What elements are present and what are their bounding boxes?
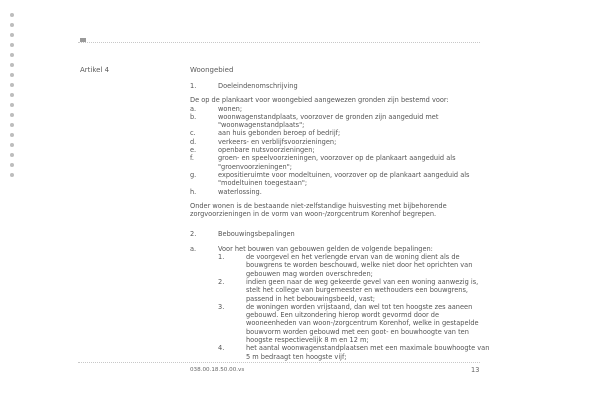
list-label: h. — [190, 187, 197, 196]
building-rules-list — [190, 245, 490, 253]
header-marker — [80, 38, 86, 42]
binder-mark — [10, 43, 14, 47]
list-text: de woningen worden vrijstaand, dan wel tot ten hoogste zes aaneen gebouwd. Een uitzondering hierop wordt gevormd door de wooneenheden van woon-/zorgcentrum Korenhof, welke in gestapelde bouwvorm worden gebouwd met een goot- en bouwhoogte van ten hoogste respectievelijk 8 m en 12 m; — [246, 302, 479, 345]
list-label: f. — [190, 154, 194, 163]
list-label: e. — [190, 146, 197, 155]
binder-mark — [10, 163, 14, 167]
binder-mark — [10, 113, 14, 117]
list-label: a. — [190, 104, 197, 113]
binder-mark — [10, 133, 14, 137]
list-text: indien geen naar de weg gekeerde gevel van een woning aanwezig is, stelt het college van burgemeester en wethouders een bouwgrens, passend in het bebouwingsbeeld, vast; — [246, 277, 479, 303]
list-item — [218, 278, 490, 303]
list-text: waterlossing. — [218, 187, 262, 196]
list-item — [190, 113, 490, 130]
list-text: aan huis gebonden beroep of bedrijf; — [218, 129, 341, 138]
list-item — [218, 253, 490, 278]
list-label: a. — [190, 244, 197, 253]
page-number: 13 — [471, 366, 480, 374]
list-label: 1. — [218, 253, 225, 262]
list-label: c. — [190, 129, 196, 138]
list-text: de voorgevel en het verlengde ervan van de woning dient als de bouwgrens te worden beschouwd, welke niet door het oprichten van gebouwen mag worden overschreden; — [246, 253, 473, 278]
list-item — [190, 138, 490, 146]
list-label: 3. — [218, 302, 225, 311]
binder-mark — [10, 63, 14, 67]
list-label: d. — [190, 137, 197, 146]
list-text: openbare nutsvoorzieningen; — [218, 146, 315, 155]
section-number: 2. — [190, 230, 197, 239]
document-body — [190, 82, 490, 361]
section-title: Doeleindenomschrijving — [218, 82, 298, 90]
binder-mark — [10, 53, 14, 57]
list-text: Voor het bouwen van gebouwen gelden de volgende bepalingen: — [218, 244, 433, 253]
section-1-heading — [190, 82, 490, 90]
binder-mark — [10, 33, 14, 37]
list-item — [190, 245, 490, 253]
binder-mark — [10, 13, 14, 17]
article-label: Artikel 4 — [80, 66, 110, 74]
binder-mark — [10, 143, 14, 147]
list-text: woonwagenstandplaats, voorzover de gronden zijn aangeduid met "woonwagenstandplaats"; — [218, 112, 439, 130]
section-1-intro: De op de plankaart voor woongebied aangewezen gronden zijn bestemd voor: — [190, 96, 449, 105]
list-text: groen- en speelvoorzieningen, voorzover op de plankaart aangeduid als "groenvoorzieningen"; — [218, 154, 456, 171]
purpose-list — [190, 105, 490, 196]
header-divider — [78, 42, 480, 43]
footer-divider — [78, 362, 480, 363]
list-item — [218, 344, 490, 361]
list-label: 4. — [218, 344, 225, 353]
list-item — [190, 171, 490, 188]
section-2-heading — [190, 230, 490, 238]
binder-mark — [10, 103, 14, 107]
list-item — [190, 105, 490, 113]
binder-mark — [10, 93, 14, 97]
list-item — [218, 303, 490, 344]
list-text: expositieruimte voor modeltuinen, voorzover op de plankaart aangeduid als "modeltuinen toegestaan"; — [218, 170, 470, 188]
list-item — [190, 154, 490, 171]
list-item — [190, 146, 490, 154]
list-label: 2. — [218, 277, 225, 286]
binder-mark — [10, 73, 14, 77]
article-title: Woongebied — [190, 66, 234, 74]
list-text: wonen; — [218, 104, 243, 113]
binder-mark — [10, 173, 14, 177]
section-number: 1. — [190, 82, 197, 90]
binder-mark — [10, 153, 14, 157]
list-item — [190, 188, 490, 196]
binder-mark — [10, 83, 14, 87]
list-item — [190, 129, 490, 137]
list-label: b. — [190, 112, 197, 121]
binder-mark — [10, 23, 14, 27]
list-label: g. — [190, 170, 197, 179]
binder-holes — [8, 10, 14, 180]
document-code: 038.00.18.50.00.vs — [190, 367, 245, 373]
section-1-note: Onder wonen is de bestaande niet-zelfstandige huisvesting met bijbehorende zorgvoorzieningen in de vorm van woon-/zorgcentrum Korenhof begrepen. — [190, 201, 447, 219]
list-text: het aantal woonwagenstandplaatsen met een maximale bouwhoogte van 5 m bedraagt ten hoogste vijf; — [246, 344, 490, 361]
binder-mark — [10, 123, 14, 127]
list-text: verkeers- en verblijfsvoorzieningen; — [218, 137, 337, 146]
building-subrules-list — [218, 253, 490, 361]
section-title: Bebouwingsbepalingen — [218, 230, 295, 239]
